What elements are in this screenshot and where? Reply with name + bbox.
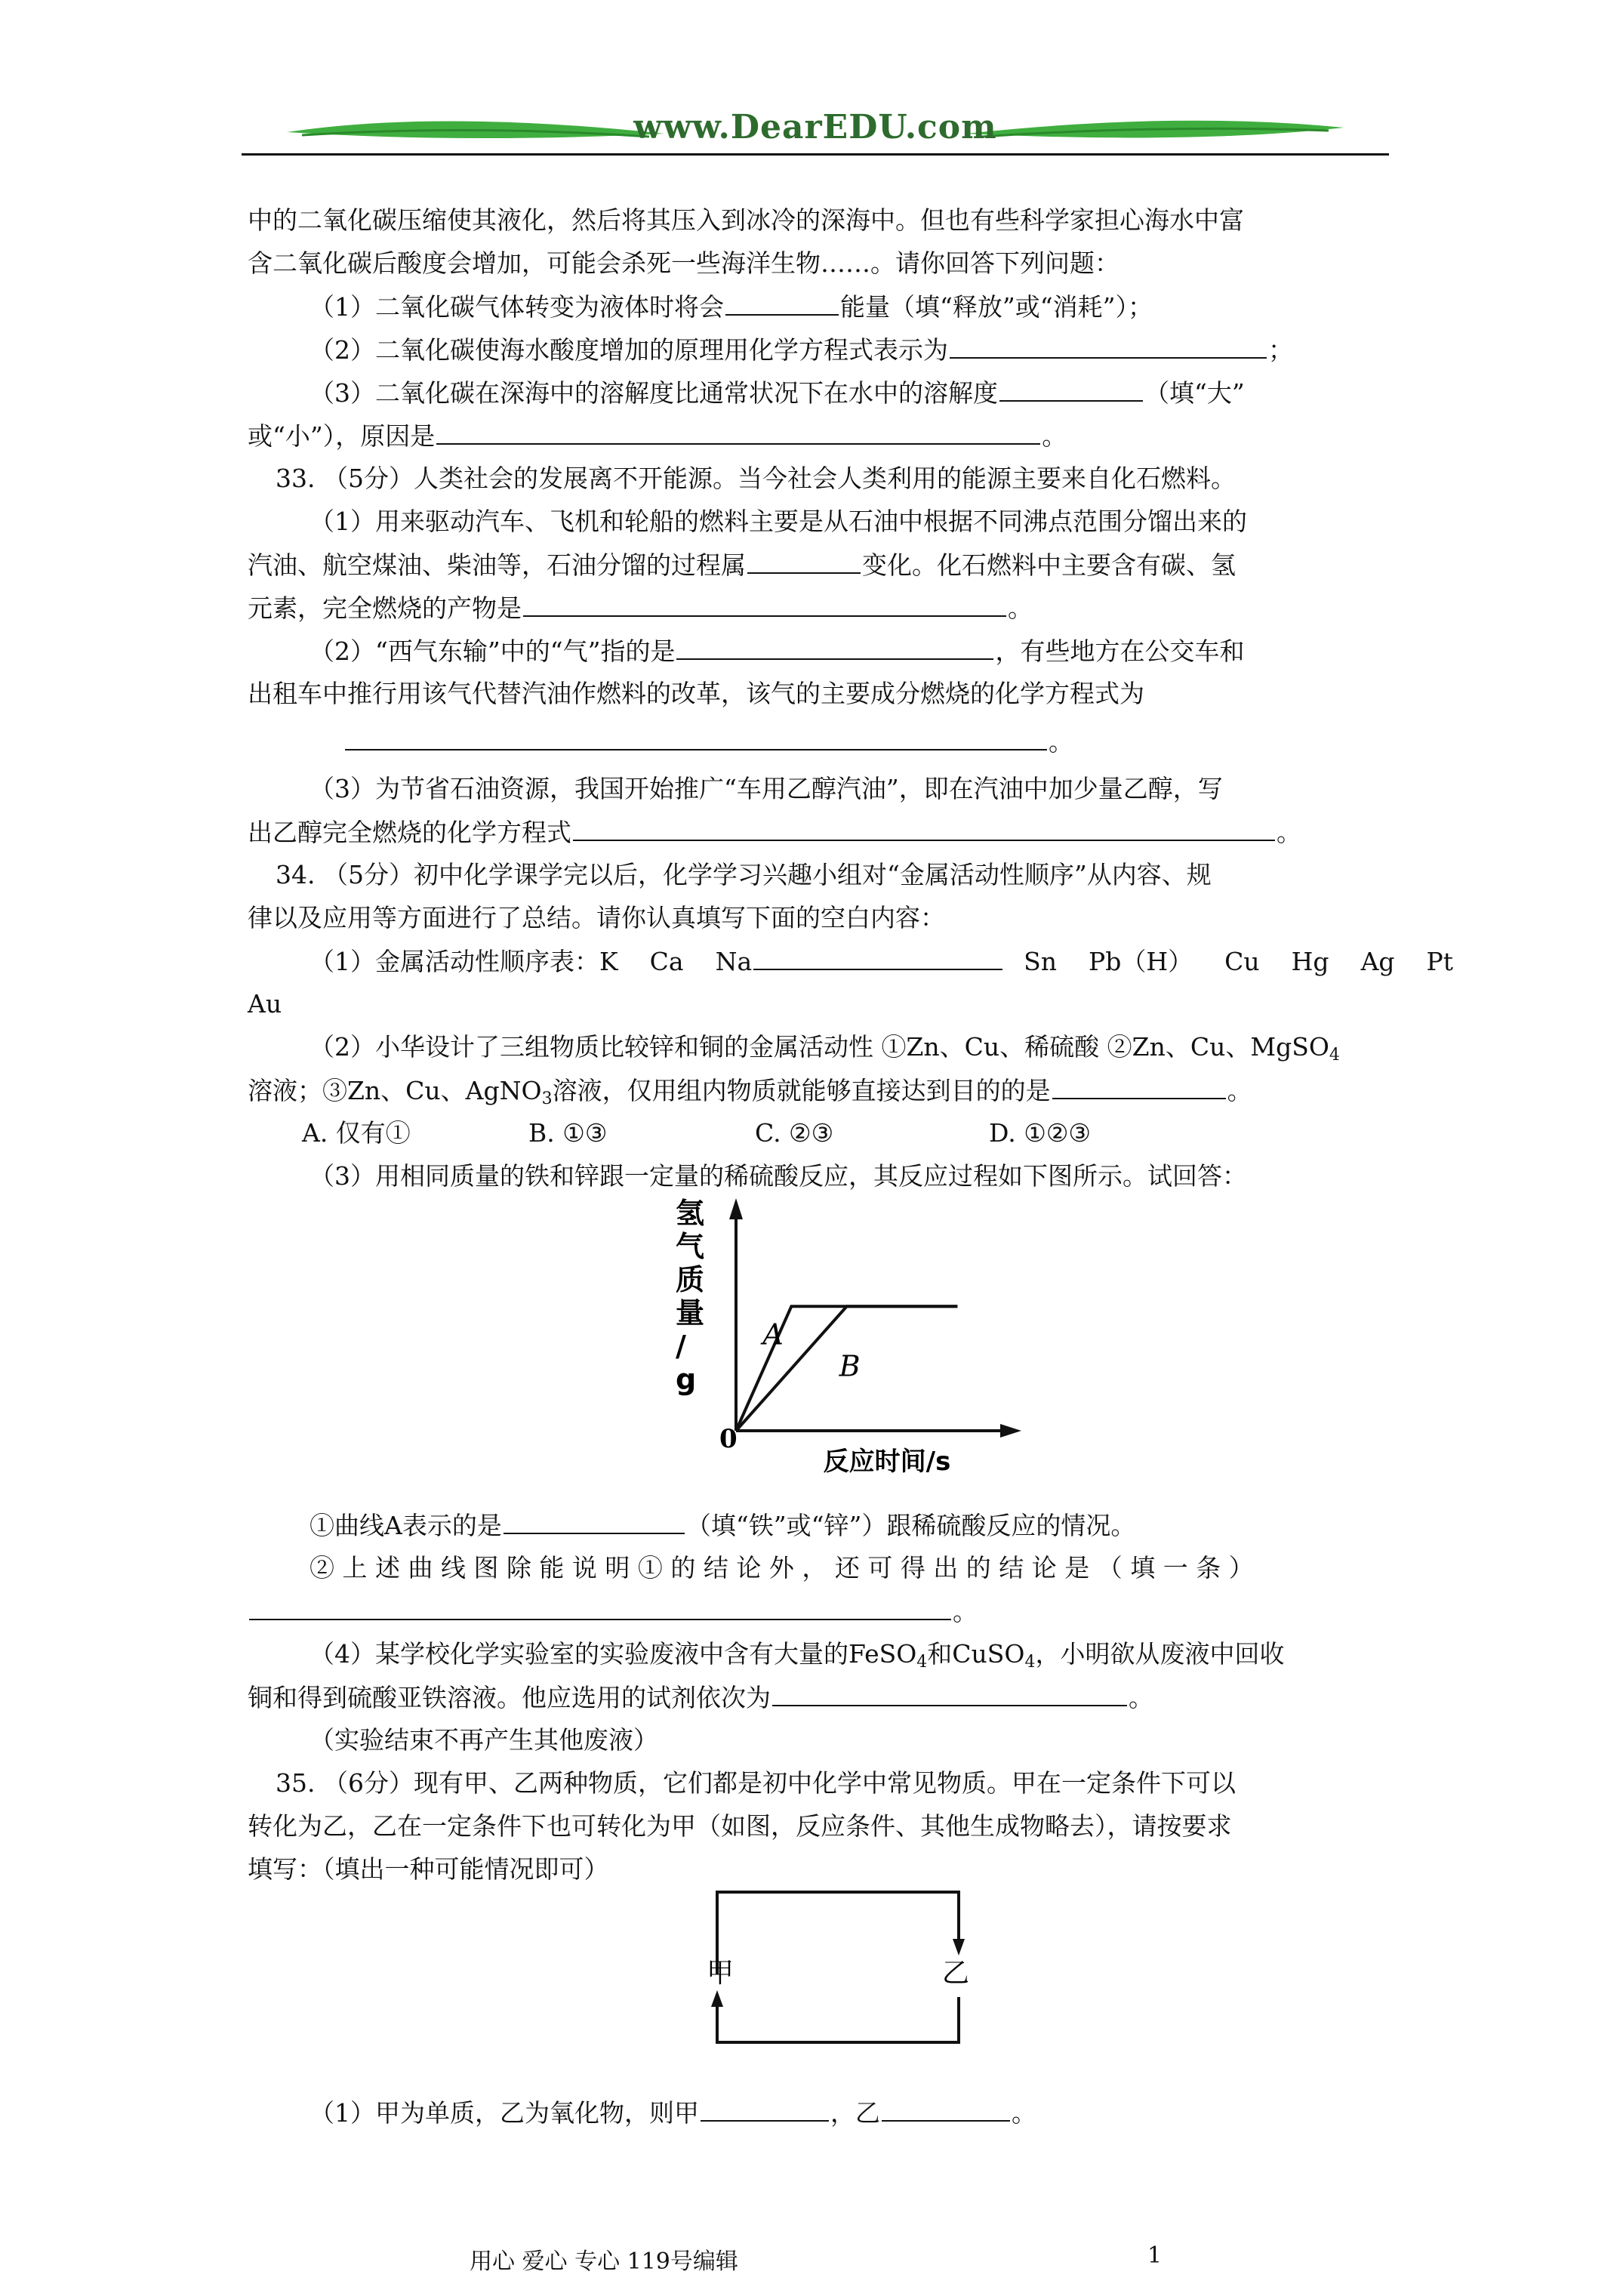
yi-label: 乙 (942, 1958, 970, 1989)
question-32-2: （2）二氧化碳使海水酸度增加的原理用化学方程式表示为 ； (310, 335, 1293, 365)
answer-blank[interactable] (950, 334, 1267, 359)
text-line: 。 (343, 726, 1073, 757)
option-b[interactable]: B. ①③ (528, 1118, 608, 1148)
question-33-3: （3）为节省石油资源，我国开始推广“车用乙醇汽油”，即在汽油中加少量乙醇，写 (310, 774, 1223, 803)
page-number: 1 (1147, 2242, 1163, 2269)
series-label-A: A (762, 1318, 784, 1351)
answer-blank[interactable] (573, 817, 1275, 841)
question-35-heading: 35. （6分）现有甲、乙两种物质，它们都是初中化学中常见物质。甲在一定条件下可以 (276, 1768, 1236, 1798)
answer-blank[interactable] (725, 291, 839, 316)
question-34-4: （4）某学校化学实验室的实验废液中含有大量的FeSO$_4$和CuSO$_4$，小明欲从废液中回收 (310, 1639, 1285, 1672)
text-line: Au (248, 989, 282, 1019)
x-axis-arrow-icon (1000, 1424, 1021, 1438)
text-line: 出租车中推行用该气代替汽油作燃料的改革，该气的主要成分燃烧的化学方程式为 (248, 679, 1144, 708)
answer-blank[interactable] (676, 636, 993, 660)
header-rule (242, 153, 1389, 156)
answer-blank[interactable] (523, 593, 1006, 617)
text-line: 元素，完全燃烧的产物是 。 (248, 593, 1033, 623)
answer-blank[interactable] (882, 2097, 1010, 2122)
text-line: 中的二氧化碳压缩使其液化，然后将其压入到冰冷的深海中。但也有些科学家担心海水中富 (248, 205, 1244, 235)
series-label-B: B (839, 1349, 861, 1383)
question-34-heading: 34. （5分）初中化学课学完以后，化学学习兴趣小组对“金属活动性顺序”从内容、规 (276, 860, 1212, 889)
cycle-arrows (694, 1880, 1012, 2054)
jia-label: 甲 (707, 1958, 735, 1989)
question-32-1: （1）二氧化碳气体转变为液体时将会 能量（填“释放”或“消耗”）； (310, 292, 1153, 322)
y-axis-label-char: 质 (676, 1263, 705, 1296)
text-line: 铜和得到硫酸亚铁溶液。他应选用的试剂依次为 。 (248, 1683, 1153, 1712)
y-axis-label-char: 氢 (676, 1197, 705, 1230)
option-d[interactable]: D. ①②③ (989, 1118, 1092, 1148)
y-axis-label-char: g (676, 1363, 697, 1396)
y-axis-label-char: 气 (676, 1230, 705, 1263)
conversion-diagram (694, 1880, 1012, 2054)
answer-blank[interactable] (249, 1596, 951, 1620)
options-row (302, 1118, 1091, 1148)
option-c[interactable]: C. ②③ (755, 1118, 834, 1148)
question-35-1: （1）甲为单质，乙为氧化物，则甲 ，乙 。 (310, 2098, 1036, 2128)
hydrogen-mass-chart (649, 1193, 1042, 1518)
text-line: （实验结束不再产生其他废液） (310, 1725, 658, 1755)
answer-blank[interactable] (753, 946, 1002, 970)
text-line: 填写：（填出一种可能情况即可） (248, 1854, 609, 1884)
text-line: 汽油、航空煤油、柴油等，石油分馏的过程属 变化。化石燃料中主要含有碳、氢 (248, 550, 1236, 580)
question-34-3-1: ①曲线A表示的是 （填“铁”或“锌”）跟稀硫酸反应的情况。 (310, 1511, 1136, 1540)
option-a[interactable]: A. 仅有① (302, 1118, 411, 1148)
text-line: 律以及应用等方面进行了总结。请你认真填写下面的空白内容： (248, 903, 945, 932)
question-32-3: （3）二氧化碳在深海中的溶解度比通常状况下在水中的溶解度 （填“大” (310, 378, 1245, 408)
origin-label: 0 (719, 1424, 738, 1454)
text-line: 出乙醇完全燃烧的化学方程式 。 (248, 818, 1301, 847)
question-34-1: （1）金属活动性顺序表：K Ca Na Sn Pb（H） Cu Hg Ag Pt (310, 947, 1453, 976)
answer-blank[interactable] (436, 421, 1040, 445)
answer-blank[interactable] (747, 550, 861, 574)
site-logo-text: www.DearEDU.com (633, 108, 997, 146)
question-34-3: （3）用相同质量的铁和锌跟一定量的稀硫酸反应，其反应过程如下图所示。试回答： (310, 1161, 1247, 1191)
question-34-3-2: ② 上 述 曲 线 图 除 能 说 明 ① 的 结 论 外 ， 还 可 得 出 的 结 论 是 （ 填 一 条 ） (310, 1553, 1254, 1583)
question-33-heading: 33. （5分）人类社会的发展离不开能源。当今社会人类利用的能源主要来自化石燃料。 (276, 464, 1236, 493)
question-33-2: （2）“西气东输”中的“气”指的是 ，有些地方在公交车和 (310, 636, 1245, 666)
footer-note: 用心 爱心 专心 119号编辑 (470, 2248, 738, 2275)
answer-blank[interactable] (772, 1682, 1127, 1706)
y-axis-arrow-icon (729, 1198, 743, 1219)
answer-blank[interactable] (345, 726, 1047, 750)
answer-blank[interactable] (701, 2097, 829, 2122)
text-line: 溶液；③Zn、Cu、AgNO$_3$溶液，仅用组内物质就能够直接达到目的的是 。 (248, 1076, 1252, 1108)
answer-blank[interactable] (1052, 1075, 1226, 1099)
text-line: 。 (248, 1596, 978, 1627)
question-34-2: （2）小华设计了三组物质比较锌和铜的金属活动性 ①Zn、Cu、稀硫酸 ②Zn、Cu、MgSO$_4$ (310, 1032, 1340, 1065)
text-line: 或“小”），原因是 。 (248, 421, 1067, 451)
y-axis-label-char: 量 (676, 1296, 705, 1330)
x-axis-label: 反应时间/s (823, 1447, 951, 1477)
answer-blank[interactable] (999, 378, 1143, 402)
y-axis-label-char: / (676, 1330, 686, 1363)
text-line: 转化为乙，乙在一定条件下也可转化为甲（如图，反应条件、其他生成物略去），请按要求 (248, 1811, 1232, 1841)
chart-svg (649, 1193, 1042, 1518)
text-line: （1）用来驱动汽车、飞机和轮船的燃料主要是从石油中根据不同沸点范围分馏出来的 (310, 507, 1247, 536)
answer-blank[interactable] (504, 1510, 685, 1534)
text-line: 含二氧化碳后酸度会增加，可能会杀死一些海洋生物……。请你回答下列问题： (248, 248, 1119, 278)
